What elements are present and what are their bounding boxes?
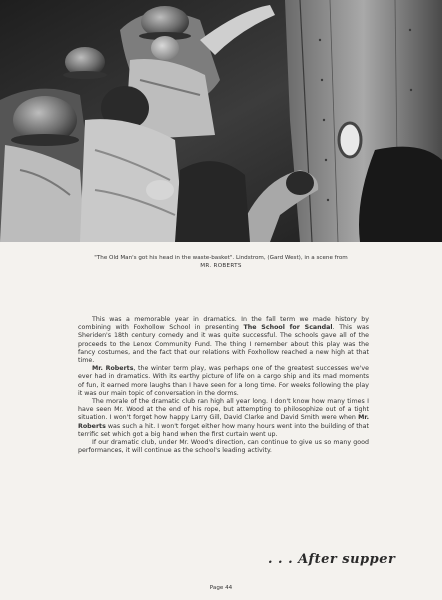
paragraph-2: Mr. Roberts, the winter term play, was perhaps one of the greatest successes we've ever had in dramatics. With its earthy picture of life on a cargo ship and its mad moments of fun, it earned more laughs than I have seen for a long time. For weeks following the play it was our main topic of conversation in the dorms.: [78, 365, 369, 397]
caption-play-title: MR. ROBERTS: [200, 263, 242, 269]
play-title-mr-roberts: Mr. Roberts: [92, 365, 134, 373]
scene-photograph: [0, 0, 442, 242]
section-tagline: . . . After supper: [268, 552, 396, 567]
photo-illustration: [0, 0, 442, 242]
caption-line-1: "The Old Man's got his head in the waste-basket". Lindstrom, (Gard West), in a scene from: [94, 255, 348, 261]
photo-caption: [40, 254, 402, 270]
play-title-mr-roberts-2: Mr. Roberts: [78, 414, 369, 430]
paragraph-4: If our dramatic club, under Mr. Wood's direction, can continue to give us so many good performances, it will continue as the school's leading activity.: [78, 439, 369, 455]
paragraph-1: This was a memorable year in dramatics. In the fall term we made history by combining with Foxhollow School in presenting The School for Scandal. This was Sheriden's 18th century comedy and it was quite successful. The schools gave all of the proceeds to the Lenox Community Fund. The thing I remember about this play was the fancy costumes, and the fact that our relations with Foxhollow reached a new high at that time.: [78, 316, 369, 365]
article-body: [78, 316, 369, 455]
play-title-school-for-scandal: The School for Scandal: [243, 324, 333, 332]
page-number: Page 44: [209, 585, 233, 591]
paragraph-3: The morale of the dramatic club ran high all year long. I don't know how many times I have seen Mr. Wood at the end of his rope, but attempting to philosophize out of a tight situation. I won't forget how happy Larry Gill, David Clarke and David Smith were when Mr. Roberts was such a hit. I won't forget either how many hours went into the building of that terrific set which got a big hand when the first curtain went up.: [78, 398, 369, 438]
